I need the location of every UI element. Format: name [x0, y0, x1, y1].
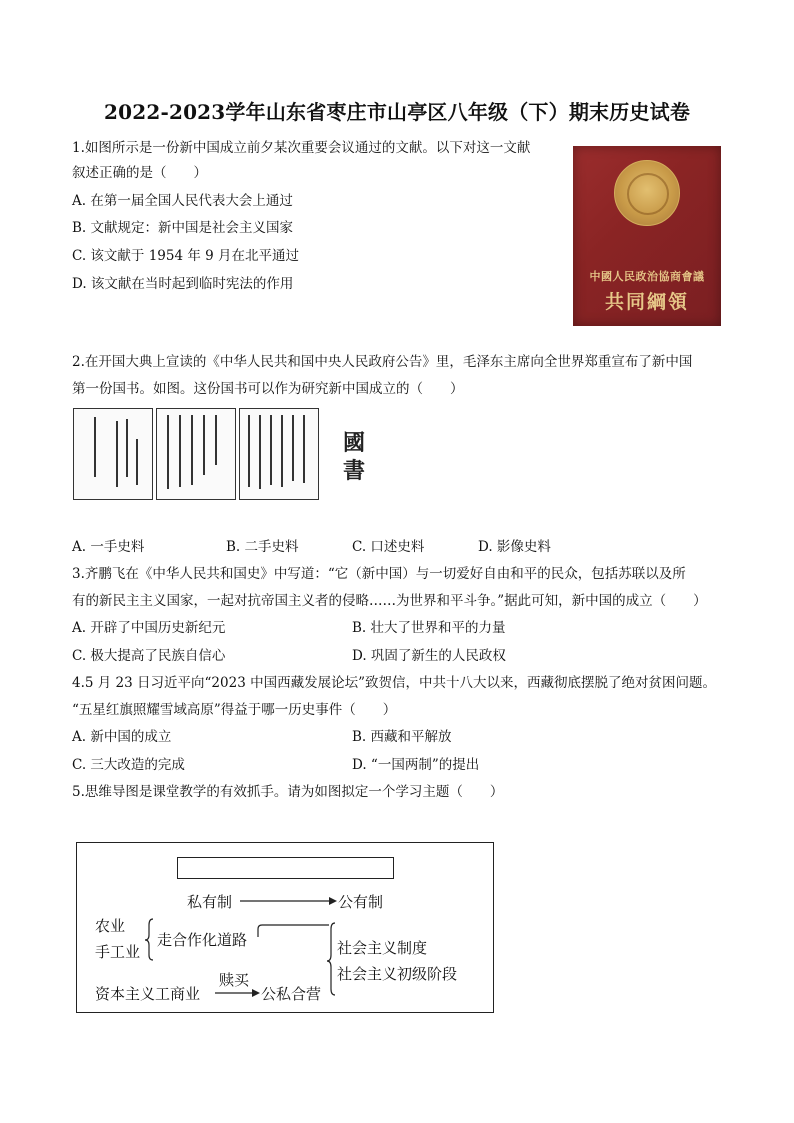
book-cover-line1: 中國人民政治協商會議	[589, 270, 705, 283]
mind-map-handicraft: 手工业	[95, 943, 141, 961]
q3-option-b[interactable]: B. 壮大了世界和平的力量	[352, 620, 506, 636]
q4-stem-line1: 4.5 月 23 日习近平向“2023 中国西藏发展论坛”致贺信，中共十八大以来，西藏彻底摆脱了绝对贫困问题。	[72, 675, 716, 691]
mind-map-primary-stage: 社会主义初级阶段	[337, 965, 458, 983]
q3-option-d[interactable]: D. 巩固了新生的人民政权	[352, 648, 506, 664]
mind-map-socialist-system: 社会主义制度	[337, 939, 428, 957]
mind-map-joint-venture: 公私合营	[261, 985, 322, 1003]
letter-page-2	[156, 408, 236, 500]
mind-map-cooperation: 走合作化道路	[157, 931, 248, 949]
q2-option-b[interactable]: B. 二手史料	[226, 539, 299, 555]
page-title: 2022-2023学年山东省枣庄市山亭区八年级（下）期末历史试卷	[103, 100, 691, 124]
q3-option-c[interactable]: C. 极大提高了民族自信心	[72, 648, 226, 664]
national-letter-image	[73, 408, 408, 500]
letter-page-3	[239, 408, 319, 500]
q2-option-d[interactable]: D. 影像史料	[478, 539, 551, 555]
q1-stem-line1: 1.如图所示是一份新中国成立前夕某次重要会议通过的文献。以下对这一文献	[72, 140, 531, 156]
q4-option-a[interactable]: A. 新中国的成立	[72, 729, 172, 745]
q4-option-d[interactable]: D. “一国两制”的提出	[352, 757, 480, 773]
q4-option-b[interactable]: B. 西藏和平解放	[352, 729, 452, 745]
q1-option-a[interactable]: A. 在第一届全国人民代表大会上通过	[72, 193, 293, 209]
national-emblem-icon	[614, 160, 680, 226]
q1-option-d[interactable]: D. 该文献在当时起到临时宪法的作用	[72, 276, 294, 292]
q5-stem: 5.思维导图是课堂教学的有效抓手。请为如图拟定一个学习主题（ ）	[72, 784, 504, 800]
mind-map-redemption: 赎买	[219, 971, 250, 989]
q4-stem-line2: “五星红旗照耀雪域高原”得益于哪一历史事件（ ）	[72, 702, 397, 718]
letter-seal	[331, 426, 391, 486]
mind-map-public: 公有制	[338, 893, 384, 911]
q2-stem-line2: 第一份国书。如图。这份国书可以作为研究新中国成立的（ ）	[72, 381, 464, 397]
q2-option-c[interactable]: C. 口述史料	[352, 539, 425, 555]
q3-stem-line1: 3.齐鹏飞在《中华人民共和国史》中写道：“它（新中国）与一切爱好自由和平的民众，包括苏联以及所	[72, 566, 686, 582]
q2-stem-line1: 2.在开国大典上宣读的《中华人民共和国中央人民政府公告》里，毛泽东主席向全世界郑重宣布了新中国	[72, 354, 693, 370]
seal-char-1: 國	[343, 430, 367, 456]
q4-option-c[interactable]: C. 三大改造的完成	[72, 757, 185, 773]
common-program-book-image	[573, 146, 721, 326]
q1-option-c[interactable]: C. 该文献于 1954 年 9 月在北平通过	[72, 248, 300, 264]
q1-stem-line2: 叙述正确的是（ ）	[72, 165, 207, 181]
q1-option-b[interactable]: B. 文献规定：新中国是社会主义国家	[72, 220, 294, 236]
q3-stem-line2: 有的新民主主义国家，一起对抗帝国主义者的侵略……为世界和平斗争。”据此可知，新中国的成立（ ）	[72, 593, 707, 609]
book-cover-line2: 共同綱領	[604, 291, 689, 313]
q2-option-a[interactable]: A. 一手史料	[72, 539, 145, 555]
seal-char-2: 書	[343, 458, 367, 484]
mind-map-private: 私有制	[187, 893, 233, 911]
letter-page-1	[73, 408, 153, 500]
mind-map-capitalist: 资本主义工商业	[95, 985, 201, 1003]
mind-map-agriculture: 农业	[95, 917, 126, 935]
q3-option-a[interactable]: A. 开辟了中国历史新纪元	[72, 620, 226, 636]
mind-map	[76, 842, 494, 1013]
